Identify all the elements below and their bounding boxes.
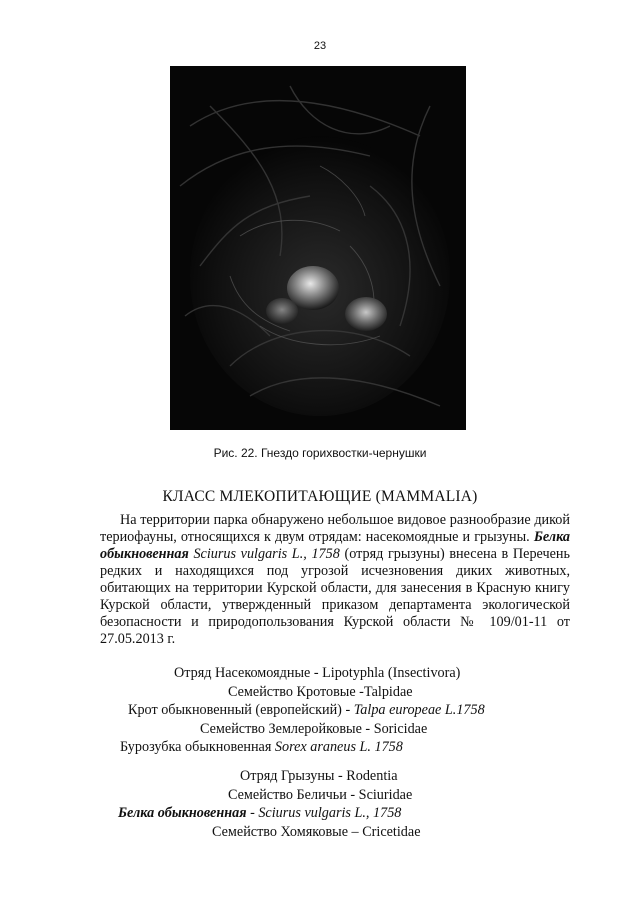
species-name-latin: Sciurus vulgaris L., 1758 (188, 546, 340, 562)
shrew-name-latin: Sorex araneus L. 1758 (274, 739, 403, 755)
family-sciuridae: Семейство Беличьи - Sciuridae (228, 786, 413, 803)
squirrel-name-ru: Белка обыкновенная (118, 805, 247, 821)
section-title: КЛАСС МЛЕКОПИТАЮЩИЕ (MAMMALIA) (162, 488, 478, 505)
paragraph-end: (отряд грызуны) внесена в Перечень редких и находящихся под угрозой исчезновения диких животных, обитающих на территории Курской области, для занесения в Красную книгу Курской области, утвержденный приказом департамента экологической безопасности и природопользования Курской области № 109/01-11 от 27.05.2013 г. (100, 546, 570, 647)
squirrel-name-latin: - Sciurus vulgaris L., 1758 (246, 805, 402, 821)
nest-photo (170, 66, 466, 430)
family-soricidae: Семейство Землеройковые - Soricidae (200, 720, 428, 737)
section-paragraph (100, 512, 570, 648)
order-rodentia: Отряд Грызуны - Rodentia (240, 768, 398, 784)
species-squirrel (118, 804, 401, 823)
species-shrew (120, 738, 403, 757)
species-name-ru: Белка обыкновенная (100, 529, 570, 562)
taxonomy-list (0, 664, 640, 757)
species-mole (128, 701, 485, 720)
order-insectivora: Отряд Насекомоядные - Lipotyphla (Insectivora) (174, 665, 461, 681)
mole-name-latin: Talpa europeae L.1758 (353, 702, 485, 718)
family-cricetidae: Семейство Хомяковые – Cricetidae (212, 823, 421, 840)
paragraph-start: На территории парка обнаружено небольшое видовое разнообразие дикой териофауны, относящихся к двум отрядам: насекомоядные и грызуны. (100, 512, 570, 545)
page-number: 23 (313, 40, 327, 52)
shrew-name-ru: Бурозубка обыкновенная (120, 739, 275, 755)
figure-caption: Рис. 22. Гнездо горихвостки-чернушки (213, 446, 427, 460)
taxonomy-list-rodents (0, 767, 640, 841)
family-talpidae: Семейство Кротовые -Talpidae (228, 683, 413, 700)
mole-name-ru: Крот обыкновенный (европейский) - (128, 702, 354, 718)
